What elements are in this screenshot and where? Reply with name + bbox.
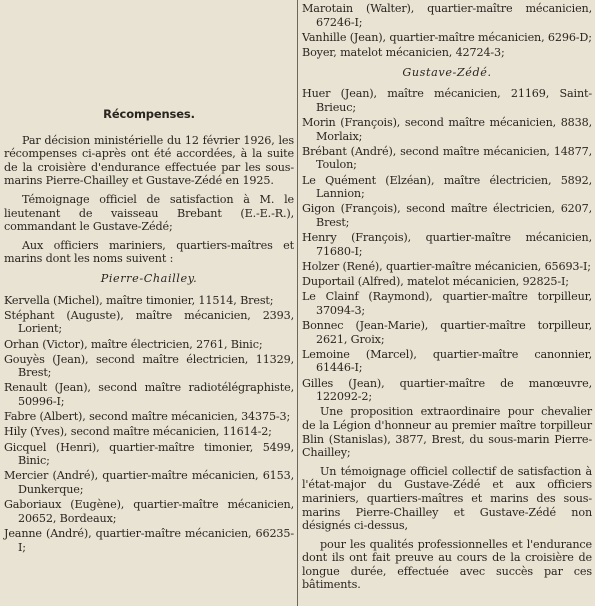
- list-item: Orhan (Victor), maître électricien, 2761, Binic;: [4, 337, 263, 351]
- intro-paragraph: Par décision ministérielle du 12 février 1926, les récompenses ci-après ont été accordées, à la suite de la croisière d'endurance effectuée par les sous-marins Pierre-Chailley et Gustave-Zédé en 1925.: [4, 133, 294, 188]
- right-column: [302, 0, 592, 606]
- list-item: Huer (Jean), maître mécanicien, 21169, Saint-Brieuc;: [302, 87, 592, 114]
- legion-honneur-proposal: Une proposition extraordinaire pour chevalier de la Légion d'honneur au premier maître torpilleur Blin (Stanislas), 3877, Brest, du sous-marin Pierre-Chailley;: [302, 405, 592, 460]
- commander-paragraph: Témoignage officiel de satisfaction à M. le lieutenant de vaisseau Brebant (E.-E.-R.), commandant le Gustave-Zédé;: [4, 192, 294, 234]
- column-divider: [297, 0, 298, 606]
- left-column: [4, 0, 294, 606]
- list-item: Jeanne (André), quartier-maître mécanicien, 66235-I;: [4, 526, 294, 554]
- list-item: Hily (Yves), second maître mécanicien, 11614-2;: [4, 425, 272, 439]
- section-title-gustave-zede: Gustave-Zédé.: [402, 65, 492, 79]
- pierre-chailley-list-continued: [302, 2, 592, 60]
- list-item: Gicquel (Henri), quartier-maître timonier, 5499, Binic;: [4, 440, 294, 468]
- heading-recompenses: Récompenses.: [103, 107, 195, 121]
- list-item: Brébant (André), second maître mécanicien, 14877, Toulon;: [302, 144, 592, 172]
- list-item: Le Quément (Elzéan), maître électricien, 5892, Lannion;: [302, 173, 592, 201]
- list-item: Gaboriaux (Eugène), quartier-maître mécanicien, 20652, Bordeaux;: [4, 498, 294, 525]
- list-item: Bonnec (Jean-Marie), quartier-maître torpilleur, 2621, Groix;: [302, 319, 592, 346]
- list-item: Lemoine (Marcel), quartier-maître canonnier, 61446-I;: [302, 347, 592, 375]
- list-item: Marotain (Walter), quartier-maître mécanicien, 67246-I;: [302, 2, 592, 29]
- list-item: Gouyès (Jean), second maître électricien, 11329, Brest;: [4, 352, 294, 380]
- section-title-pierre-chailley: Pierre-Chailley.: [100, 271, 198, 285]
- list-item: Morin (François), second maître mécanicien, 8838, Morlaix;: [302, 115, 592, 143]
- list-item: Duportail (Alfred), matelot mécanicien, 92825-I;: [302, 275, 569, 289]
- crew-intro-paragraph: Aux officiers mariniers, quartiers-maîtres et marins dont les noms suivent :: [4, 238, 294, 266]
- list-item: Renault (Jean), second maître radiotélégraphiste, 50996-I;: [4, 381, 294, 409]
- list-item: Stéphant (Auguste), maître mécanicien, 2393, Lorient;: [4, 308, 294, 336]
- list-item: Vanhille (Jean), quartier-maître mécanicien, 6296-D;: [302, 30, 592, 44]
- list-item: Fabre (Albert), second maître mécanicien, 34375-3;: [4, 410, 291, 424]
- list-item: Mercier (André), quartier-maître mécanicien, 6153, Dunkerque;: [4, 469, 294, 496]
- list-item: Gigon (François), second maître électricien, 6207, Brest;: [302, 202, 592, 229]
- closing-paragraph: pour les qualités professionnelles et l'endurance dont ils ont fait preuve au cours de la croisière de longue durée, effectuée avec succès par ces bâtiments.: [302, 537, 592, 592]
- list-item: Kervella (Michel), maître timonier, 11514, Brest;: [4, 293, 274, 307]
- list-item: Le Clainf (Raymond), quartier-maître torpilleur, 37094-3;: [302, 290, 592, 317]
- list-item: Gilles (Jean), quartier-maître de manœuvre, 122092-2;: [302, 376, 592, 404]
- list-item: Holzer (René), quartier-maître mécanicien, 65693-I;: [302, 259, 591, 273]
- list-item: Henry (François), quartier-maître mécanicien, 71680-I;: [302, 231, 592, 258]
- list-item: Boyer, matelot mécanicien, 42724-3;: [302, 45, 505, 59]
- collective-satisfaction: Un témoignage officiel collectif de satisfaction à l'état-major du Gustave-Zédé et aux officiers mariniers, quartiers-maîtres et marins des sous-marins Pierre-Chailley et Gustave-Zédé non désignés ci-dessus,: [302, 464, 592, 533]
- gustave-zede-list: [302, 87, 592, 404]
- pierre-chailley-list: [4, 294, 294, 555]
